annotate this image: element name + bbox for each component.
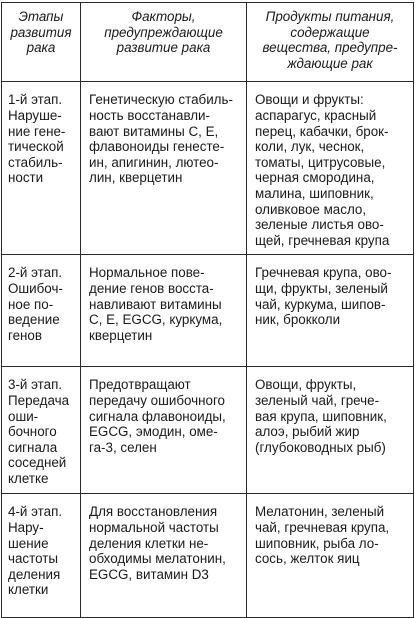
factors-cell [81,494,247,618]
products-cell [247,494,414,618]
header-stages-text: Этапы развития рака [10,9,72,56]
products-text: Гречневая крупа, ово- щи, фрукты, зеленый чай, куркума, шипов- ник, брокколи [255,265,392,328]
products-text: Овощи, фрукты, зеленый чай, грече- вая крупа, шиповник, алоэ, рыбий жир (глубоководных рыб) [255,377,387,455]
stage-text: 1-й этап. Наруше- ние гене- тической стабиль- ности [8,92,66,186]
header-products-text: Продукты питания, содержащие вещества, предупре- ждающие рак [262,9,398,71]
factors-cell [81,367,247,494]
table-header [2,3,414,82]
factors-cell [81,82,247,255]
factors-text: Предотвращают передачу ошибочного сигнала флавоноиды, EGCG, эмодин, оме- га-3, селен [89,377,226,455]
products-text: Мелатонин, зеленый чай, гречневая крупа, шиповник, рыба ло- сось, желток яиц [255,504,390,567]
cancer-stages-table [1,2,414,618]
products-text: Овощи и фрукты: аспарагус, красный перец, кабачки, брок- коли, лук, чеснок, томаты, цитрусовые, черная смородина, малина, шиповник, оливковое масло, зеленые листья ово- щей, гречневая крупа [255,92,390,248]
stage-cell [2,494,81,618]
stage-cell [2,255,81,367]
factors-cell [81,255,247,367]
products-cell [247,367,414,494]
table-row [2,367,414,494]
factors-text: Генетическую стабиль- ность восстанавли- вают витамины С, Е, флавоноиды генесте- ин, апигинин, лютео- лин, кверцетин [89,92,233,186]
table-body [2,82,414,618]
stage-cell [2,82,81,255]
header-stages [2,3,81,82]
factors-text: Для восстановления нормальной частоты деления клетки не- обходимы мелатонин, EGCG, витамин D3 [89,504,226,582]
factors-text: Нормальное пове- дение генов восста- навливают витамины С, Е, EGCG, куркума, кверцетин [89,265,223,343]
header-factors-text: Факторы, предупреждающие развитие рака [104,9,223,56]
table-row [2,494,414,618]
stage-text: 2-й этап. Ошибоч- ное по- ведение генов [8,265,63,343]
table-row [2,82,414,255]
stage-text: 3-й этап. Передача оши- бочного сигнала соседней клетке [8,377,70,486]
header-row [2,3,414,82]
stage-text: 4-й этап. Нару- шение частоты деления клетки [8,504,63,598]
stage-cell [2,367,81,494]
header-factors [81,3,247,82]
products-cell [247,82,414,255]
table-row [2,255,414,367]
products-cell [247,255,414,367]
header-products [247,3,414,82]
